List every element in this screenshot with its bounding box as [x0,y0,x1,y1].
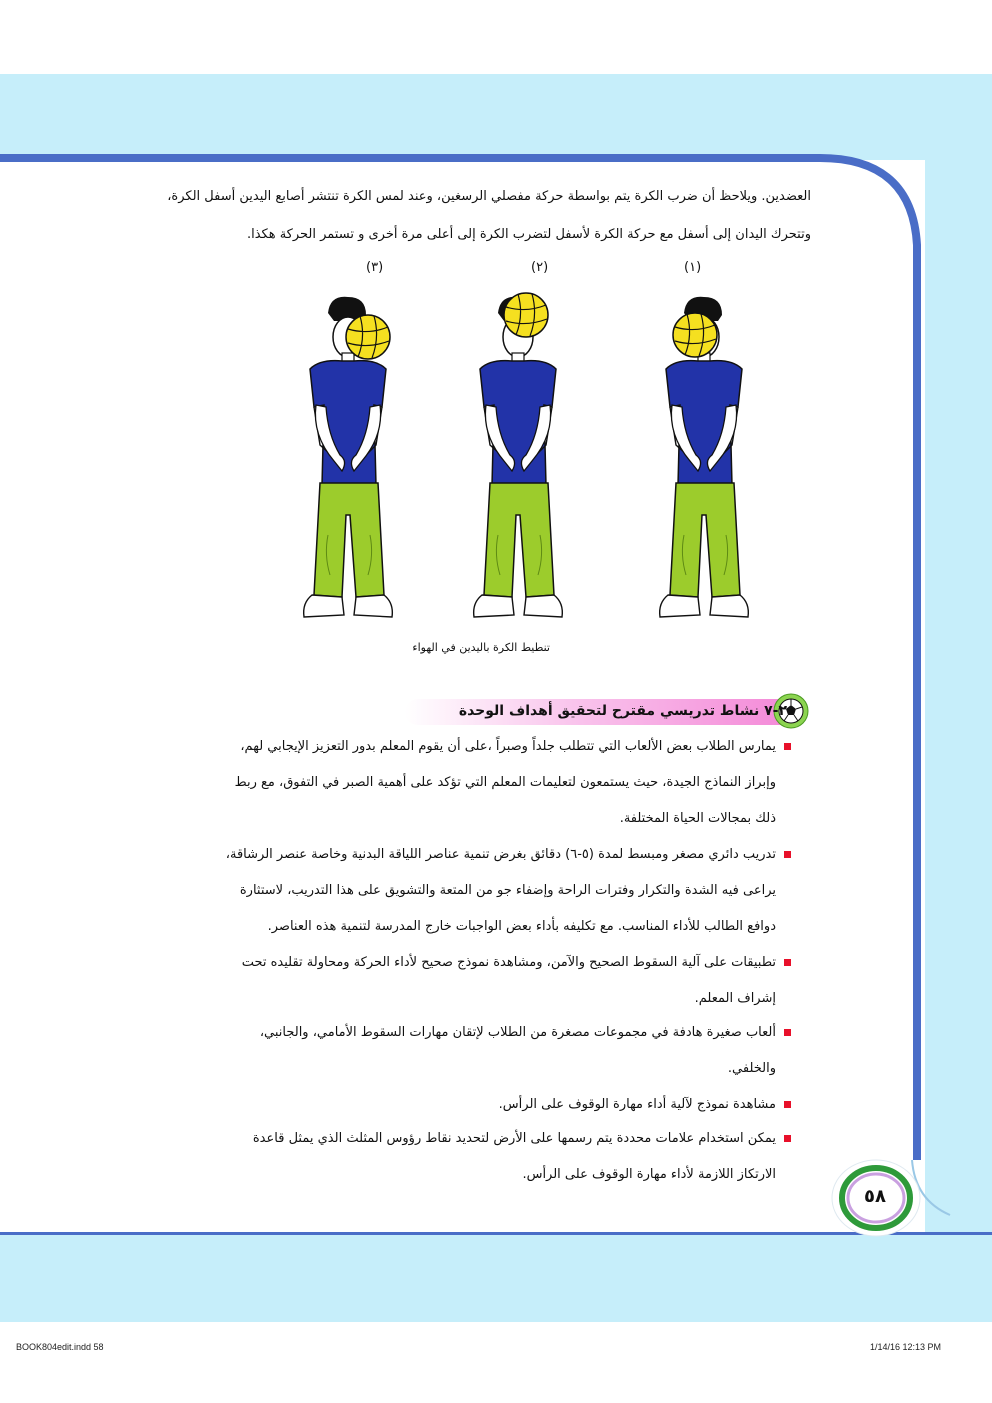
list-item-line: تطبيقات على آلية السقوط الصحيح والآمن، ومشاهدة نموذج صحيح لأداء الحركة ومحاولة تقليده تحت [241,955,776,970]
list-item-line: يراعى فيه الشدة والتكرار وفترات الراحة وإضفاء جو من المتعة والتشويق على هذا التدريب، لاستثارة [239,883,776,898]
intro-line-2: وتتحرك اليدان إلى أسفل مع حركة الكرة لأسفل لتضرب الكرة إلى أعلى مرة أخرى و تستمر الحركة هكذا. [246,227,811,242]
list-item-line: دوافع الطالب للأداء المناسب. مع تكليفه بأداء بعض الواجبات خارج المدرسة لتنمية هذه العناصر. [267,919,776,934]
bullet-marker [784,1029,791,1036]
list-item-line: إشراف المعلم. [694,991,776,1006]
list-item-line: ذلك بمجالات الحياة المختلفة. [619,811,776,826]
figure-label-3: (٣) [366,260,384,275]
list-item-line: وإبراز النماذج الجيدة، حيث يستمعون لتعليمات المعلم التي تؤكد على أهمية الصبر في التفوق، مع ربط [234,775,776,790]
bullet-marker [784,1101,791,1108]
list-item-line: تدريب دائري مصغر ومبسط لمدة (٥-٦) دقائق بغرض تنمية عناصر اللياقة البدنية وخاصة عنصر الرشاقة، [225,847,776,862]
bullet-marker [784,743,791,750]
list-item-line: يمكن استخدام علامات محددة يتم رسمها على الأرض لتحديد نقاط رؤوس المثلث الذي يمثل قاعدة [252,1131,776,1146]
list-item-line: الارتكاز اللازمة لأداء مهارة الوقوف على الرأس. [522,1167,776,1182]
bullet-marker [784,959,791,966]
intro-line-1: العضدين. ويلاحظ أن ضرب الكرة يتم بواسطة حركة مفصلي الرسغين، وعند لمس الكرة تنتشر أصابع اليدين أسفل الكرة، [167,189,811,204]
figure-label-1: (١) [684,260,702,275]
figure-label-2: (٢) [531,260,549,275]
list-item-line: ألعاب صغيرة هادفة في مجموعات مصغرة من الطلاب لإتقان مهارات السقوط الأمامي، والجانبي، [259,1025,776,1040]
list-item-line: مشاهدة نموذج لآلية أداء مهارة الوقوف على الرأس. [498,1097,776,1112]
list-item-line: يمارس الطلاب بعض الألعاب التي تتطلب جلداً وصبراً ،على أن يقوم المعلم بدور التعزيز الإيجابي لهم، [240,739,776,754]
volleyball-figure [290,285,770,630]
section-title: ٢-٧ نشاط تدريسي مقترح لتحقيق أهداف الوحدة [458,703,787,719]
bullet-marker [784,851,791,858]
footer-filename: BOOK804edit.indd 58 [16,1342,104,1352]
page-number: ٥٨ [864,1186,886,1207]
footer-timestamp: 1/14/16 12:13 PM [870,1342,942,1352]
list-item-line: والخلفي. [727,1061,776,1076]
bullet-marker [784,1135,791,1142]
figure-caption: تنطيط الكرة باليدين في الهواء [412,641,550,654]
